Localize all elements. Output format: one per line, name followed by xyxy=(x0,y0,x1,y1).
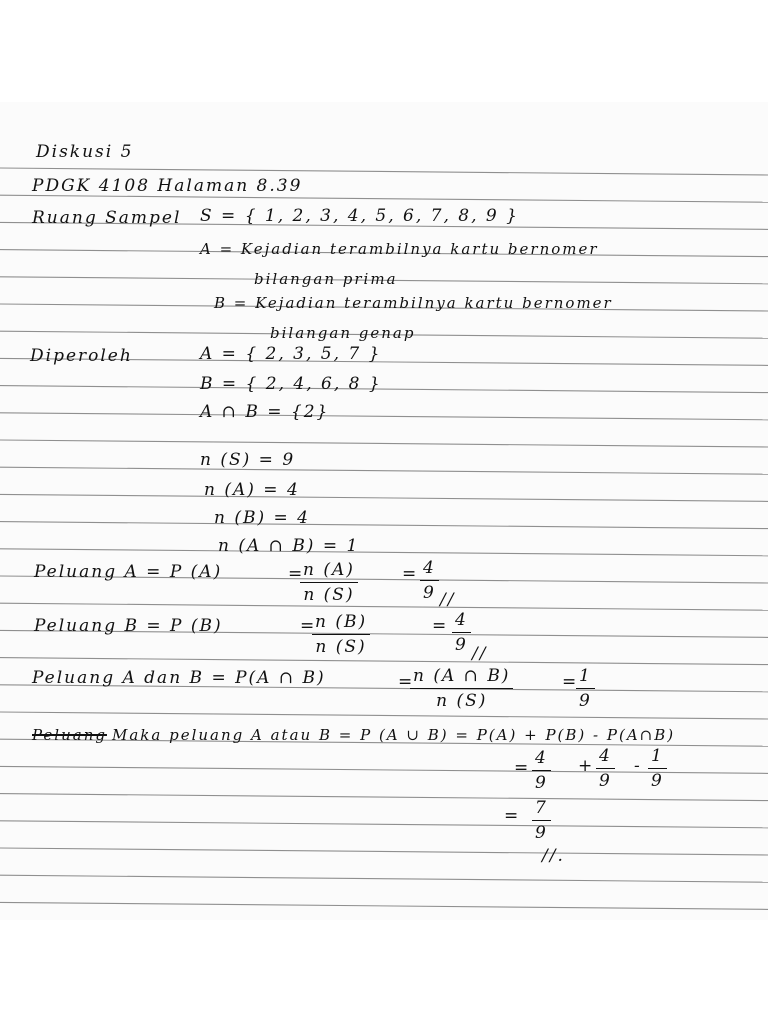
ruled-line xyxy=(0,549,768,556)
ruled-line xyxy=(0,848,768,855)
count-na: n (A) = 4 xyxy=(204,480,300,500)
prob-b-numerator: n (B) xyxy=(312,614,370,635)
ruled-line xyxy=(0,522,768,529)
count-nab: n (A ∩ B) = 1 xyxy=(218,536,360,556)
ruled-line xyxy=(0,386,768,393)
final-result-num: 7 xyxy=(532,800,551,821)
prob-a-mark: // xyxy=(440,590,456,610)
ruled-line xyxy=(0,603,768,610)
prob-b-mark: // xyxy=(472,644,488,664)
definition-b-line1: B = Kejadian terambilnya kartu bernomer xyxy=(214,294,613,312)
prob-a-label: Peluang A = P (A) xyxy=(34,562,223,582)
final-mark: //. xyxy=(542,846,565,866)
prob-b-fraction xyxy=(312,614,370,656)
union-label: Maka peluang A atau B = P (A ∪ B) = P(A) + P(B) - P(A∩B) xyxy=(112,726,676,744)
union-term2 xyxy=(596,748,615,790)
ruled-line xyxy=(0,712,768,719)
union-term2-num: 4 xyxy=(596,748,615,769)
prob-ab-result xyxy=(576,668,595,710)
union-term3-num: 1 xyxy=(648,748,667,769)
prob-b-result xyxy=(452,612,471,654)
final-result-den: 9 xyxy=(535,823,548,843)
prob-a-denominator: n (S) xyxy=(303,585,355,605)
union-term1-den: 9 xyxy=(535,773,548,793)
prob-a-result-den: 9 xyxy=(423,583,436,603)
prob-ab-eq2: = xyxy=(562,672,579,692)
final-eq: = xyxy=(504,806,521,826)
set-a: A = { 2, 3, 5, 7 } xyxy=(200,344,382,364)
prob-ab-result-den: 9 xyxy=(579,691,592,711)
ruled-line xyxy=(0,875,768,882)
union-eq: = xyxy=(514,758,531,778)
ruled-line xyxy=(0,658,768,665)
prob-a-numerator: n (A) xyxy=(300,562,358,583)
prob-a-eq2: = xyxy=(402,564,419,584)
ruled-line xyxy=(0,902,768,909)
lined-paper xyxy=(0,102,768,920)
ruled-line xyxy=(0,440,768,447)
union-term1 xyxy=(532,750,551,792)
ruled-line xyxy=(0,413,768,420)
prob-ab-fraction xyxy=(410,668,513,710)
prob-a-fraction xyxy=(300,562,358,604)
obtained-label: Diperoleh xyxy=(30,346,133,366)
prob-ab-eq1: = xyxy=(398,672,415,692)
union-plus: + xyxy=(578,756,595,776)
ruled-line xyxy=(0,794,768,801)
prob-a-result xyxy=(420,560,439,602)
count-ns: n (S) = 9 xyxy=(200,450,296,470)
source-text: PDGK 4108 Halaman 8.39 xyxy=(32,176,303,196)
prob-b-result-den: 9 xyxy=(455,635,468,655)
set-intersection: A ∩ B = {2} xyxy=(200,402,330,422)
prob-ab-result-num: 1 xyxy=(576,668,595,689)
prob-b-eq2: = xyxy=(432,616,449,636)
prob-a-result-num: 4 xyxy=(420,560,439,581)
definition-a-line1: A = Kejadian terambilnya kartu bernomer xyxy=(200,240,599,258)
union-term2-den: 9 xyxy=(599,771,612,791)
final-result xyxy=(532,800,551,842)
count-nb: n (B) = 4 xyxy=(214,508,310,528)
prob-b-result-num: 4 xyxy=(452,612,471,633)
ruled-line xyxy=(0,821,768,828)
struck-word: Peluang xyxy=(32,726,107,744)
prob-ab-denominator: n (S) xyxy=(436,691,488,711)
set-b: B = { 2, 4, 6, 8 } xyxy=(200,374,382,394)
union-minus: - xyxy=(634,756,642,776)
ruled-line xyxy=(0,168,768,175)
prob-a-eq1: = xyxy=(288,564,305,584)
union-term3-den: 9 xyxy=(651,771,664,791)
prob-ab-numerator: n (A ∩ B) xyxy=(410,668,513,689)
ruled-line xyxy=(0,195,768,202)
prob-ab-label: Peluang A dan B = P(A ∩ B) xyxy=(32,668,326,688)
definition-a-line2: bilangan prima xyxy=(254,270,398,288)
ruled-line xyxy=(0,467,768,474)
union-term3 xyxy=(648,748,667,790)
sample-space-label: Ruang Sampel xyxy=(32,208,182,228)
ruled-line xyxy=(0,494,768,501)
title-text: Diskusi 5 xyxy=(36,142,134,162)
definition-b-line2: bilangan genap xyxy=(270,324,416,342)
prob-b-eq1: = xyxy=(300,616,317,636)
union-term1-num: 4 xyxy=(532,750,551,771)
prob-b-label: Peluang B = P (B) xyxy=(34,616,223,636)
sample-space-set: S = { 1, 2, 3, 4, 5, 6, 7, 8, 9 } xyxy=(200,206,519,226)
prob-b-denominator: n (S) xyxy=(315,637,367,657)
